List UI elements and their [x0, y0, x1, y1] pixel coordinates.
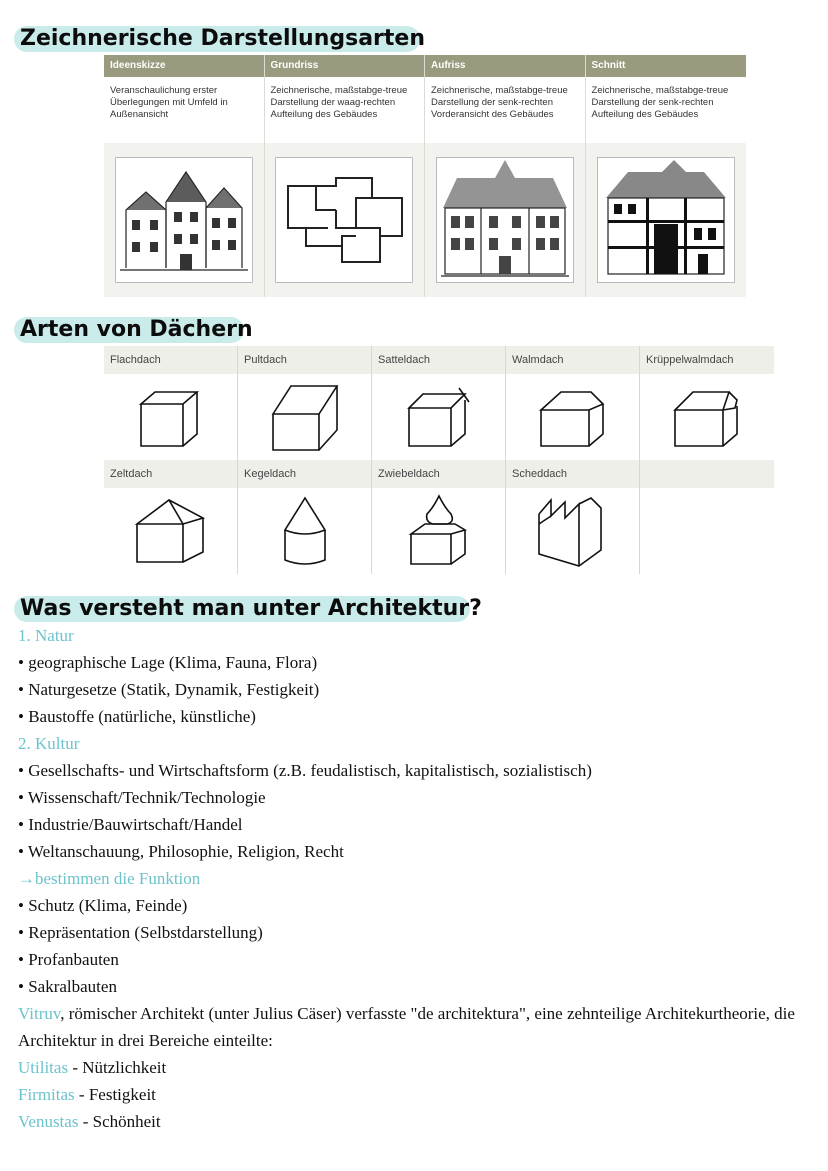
list-item: • Baustoffe (natürliche, künstliche)	[18, 703, 818, 730]
term: Utilitas	[18, 1058, 69, 1077]
vitruv-paragraph	[18, 1000, 818, 1054]
dach-label: Flachdach	[104, 346, 237, 374]
darstellung-table	[104, 55, 746, 297]
dach-label: Satteldach	[372, 346, 505, 374]
satteldach-icon	[399, 380, 479, 454]
zwiebeldach-icon	[399, 494, 479, 568]
list-item: • geographische Lage (Klima, Fauna, Flora)	[18, 649, 818, 676]
term-line	[18, 1054, 818, 1081]
list-item: • Gesellschafts- und Wirtschaftsform (z.B. feudalistisch, kapitalistisch, sozialistisch)	[18, 757, 818, 784]
term: Firmitas	[18, 1085, 75, 1104]
walmdach-icon	[533, 380, 613, 454]
darstellung-col-grundriss	[265, 55, 426, 297]
dach-drawing	[372, 374, 505, 460]
list-item: • Schutz (Klima, Feinde)	[18, 892, 818, 919]
dach-cell-scheddach	[506, 460, 640, 574]
term-meaning: - Festigkeit	[74, 1085, 156, 1104]
dach-cell-zeltdach	[104, 460, 238, 574]
list-item: • Profanbauten	[18, 946, 818, 973]
dach-label: Krüppelwalmdach	[640, 346, 774, 374]
dach-label: Scheddach	[506, 460, 639, 488]
pultdach-icon	[265, 380, 345, 454]
dach-cell-flachdach	[104, 346, 238, 460]
darstellung-title: Grundriss	[265, 55, 425, 77]
darstellung-image	[265, 143, 425, 297]
darstellung-image	[104, 143, 264, 297]
dach-cell-walmdach	[506, 346, 640, 460]
term: Venustas	[18, 1112, 79, 1131]
dach-label: Zeltdach	[104, 460, 237, 488]
funktion-heading: →bestimmen die Funktion	[18, 869, 201, 888]
heading-daecher: Arten von Dächern	[14, 317, 244, 343]
term-line	[18, 1081, 818, 1108]
aufriss-facade-icon	[436, 157, 574, 283]
dach-cell-zwiebeldach	[372, 460, 506, 574]
dach-label: Walmdach	[506, 346, 639, 374]
heading-darstellungsarten: Zeichnerische Darstellungsarten	[14, 26, 420, 52]
vitruv-text: , römischer Architekt (unter Julius Cäser) verfasste "de architektura", eine zehnteilige Architekurtheorie, die Architektur in drei Bereiche einteilte:	[18, 1004, 795, 1050]
kegeldach-icon	[265, 494, 345, 568]
dach-label: Zwiebeldach	[372, 460, 505, 488]
dach-cell-kegeldach	[238, 460, 372, 574]
schnitt-section-icon	[597, 157, 735, 283]
kultur-heading: 2. Kultur	[18, 734, 80, 753]
darstellung-desc: Zeichnerische, maßstabge-treue Darstellung der waag-rechten Aufteilung des Gebäudes	[265, 77, 425, 143]
krueppelwalmdach-icon	[667, 380, 747, 454]
list-item: • Weltanschauung, Philosophie, Religion, Recht	[18, 838, 818, 865]
darstellung-title: Schnitt	[586, 55, 747, 77]
ideenskizze-sketch-icon	[115, 157, 253, 283]
dach-drawing	[104, 374, 237, 460]
darstellung-title: Ideenskizze	[104, 55, 264, 77]
list-item: • Naturgesetze (Statik, Dynamik, Festigkeit)	[18, 676, 818, 703]
dach-label: Kegeldach	[238, 460, 371, 488]
darstellung-desc: Zeichnerische, maßstabge-treue Darstellung der senk-rechten Aufteilung des Gebäudes	[586, 77, 747, 143]
dach-label	[640, 460, 774, 488]
list-item: • Repräsentation (Selbstdarstellung)	[18, 919, 818, 946]
dach-cell-empty	[640, 460, 774, 574]
darstellung-image	[586, 143, 747, 297]
darstellung-col-schnitt	[586, 55, 747, 297]
dach-drawing	[506, 488, 639, 574]
term-meaning: - Schönheit	[78, 1112, 161, 1131]
darstellung-desc: Veranschaulichung erster Überlegungen mit Umfeld in Außenansicht	[104, 77, 264, 143]
darstellung-col-ideenskizze	[104, 55, 265, 297]
natur-heading: 1. Natur	[18, 626, 74, 645]
zeltdach-icon	[131, 494, 211, 568]
darstellung-col-aufriss	[425, 55, 586, 297]
dach-cell-krueppelwalmdach	[640, 346, 774, 460]
dach-label: Pultdach	[238, 346, 371, 374]
dach-drawing	[372, 488, 505, 574]
dach-cell-pultdach	[238, 346, 372, 460]
list-item: • Industrie/Bauwirtschaft/Handel	[18, 811, 818, 838]
dach-drawing	[238, 488, 371, 574]
dach-drawing	[506, 374, 639, 460]
dach-drawing	[104, 488, 237, 574]
darstellung-desc: Zeichnerische, maßstabge-treue Darstellung der senk-rechten Vorderansicht des Gebäudes	[425, 77, 585, 143]
dach-drawing	[640, 488, 774, 574]
flachdach-icon	[131, 380, 211, 454]
list-item: • Sakralbauten	[18, 973, 818, 1000]
term-meaning: - Nützlichkeit	[68, 1058, 167, 1077]
scheddach-icon	[533, 494, 613, 568]
darstellung-image	[425, 143, 585, 297]
dach-drawing	[640, 374, 774, 460]
daecher-table	[104, 346, 774, 574]
list-item: • Wissenschaft/Technik/Technologie	[18, 784, 818, 811]
darstellung-title: Aufriss	[425, 55, 585, 77]
term-line	[18, 1108, 818, 1135]
dach-cell-satteldach	[372, 346, 506, 460]
dach-drawing	[238, 374, 371, 460]
grundriss-plan-icon	[275, 157, 413, 283]
architektur-text	[18, 622, 818, 1135]
heading-architektur: Was versteht man unter Architektur?	[14, 596, 470, 622]
vitruv-name: Vitruv	[18, 1004, 61, 1023]
